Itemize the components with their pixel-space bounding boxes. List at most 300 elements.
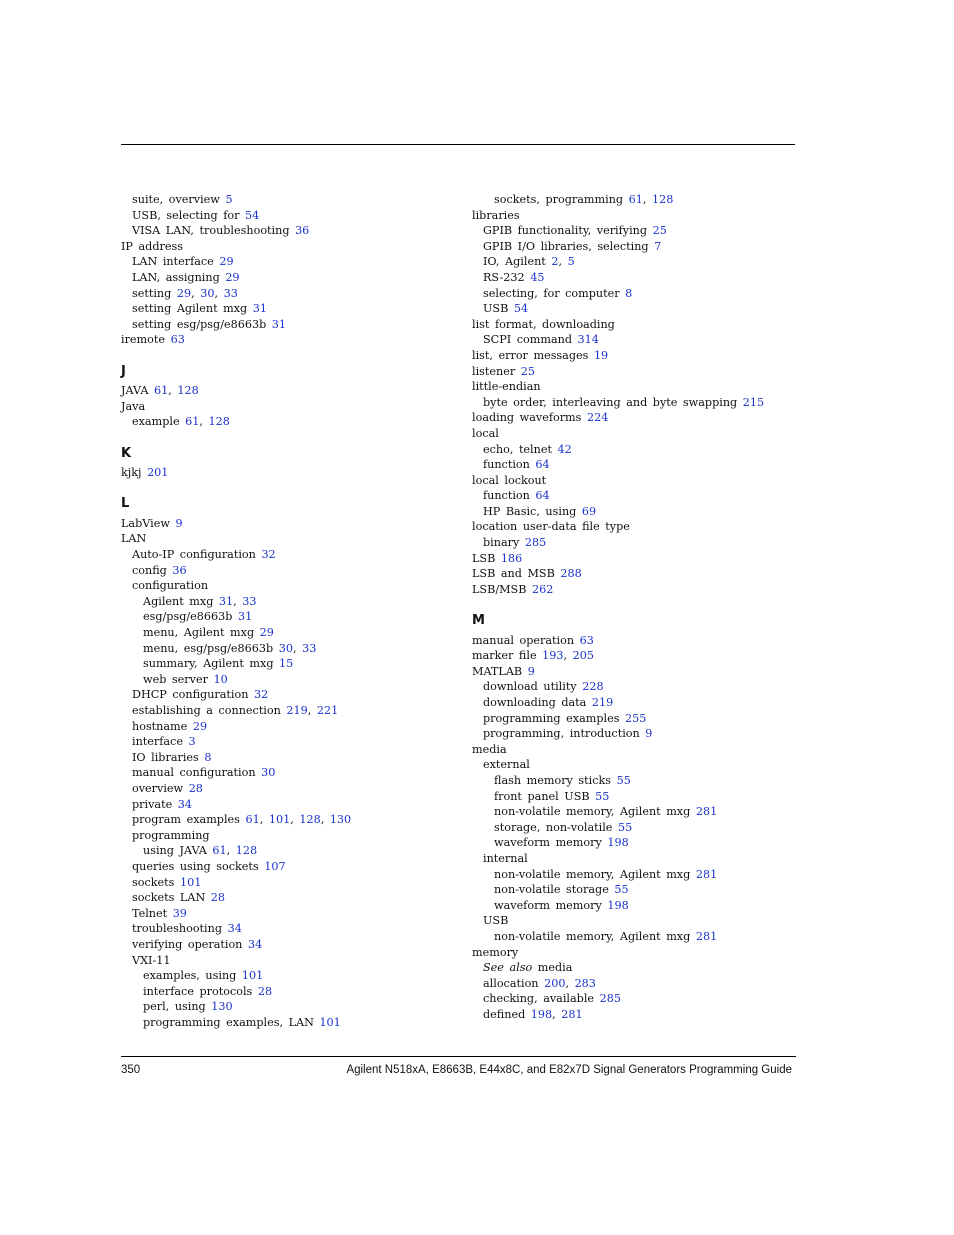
page-link[interactable]: 25 bbox=[520, 364, 536, 378]
index-term: echo, telnet bbox=[483, 442, 552, 456]
index-term: verifying operation bbox=[132, 937, 243, 951]
index-entry: JAVA 61, 128 bbox=[121, 384, 199, 398]
page-link[interactable]: 61 bbox=[185, 415, 200, 429]
index-entry bbox=[121, 734, 456, 750]
index-term: function bbox=[483, 458, 530, 472]
page-link[interactable]: 128 bbox=[299, 813, 321, 827]
page-link[interactable]: 130 bbox=[329, 813, 352, 827]
section-gap bbox=[121, 348, 456, 364]
index-term: LAN, assigning bbox=[132, 270, 220, 284]
index-term: function bbox=[483, 489, 530, 503]
index-term: sockets LAN bbox=[132, 891, 206, 905]
index-entry bbox=[472, 867, 792, 883]
index-term: VISA LAN, troubleshooting bbox=[132, 224, 290, 238]
index-entry bbox=[472, 851, 792, 867]
index-term: libraries bbox=[472, 208, 520, 222]
index-term: flash memory sticks bbox=[494, 773, 612, 787]
index-entry bbox=[121, 687, 456, 703]
index-term: menu, esg/psg/e8663b bbox=[143, 641, 274, 655]
page-link[interactable]: 224 bbox=[586, 411, 609, 425]
index-entry bbox=[121, 192, 456, 208]
index-term: suite, overview bbox=[132, 193, 220, 206]
document-title: Agilent N518xA, E8663B, E44x8C, and E82x7D Signal Generators Programming Guide bbox=[346, 1064, 792, 1076]
page-link[interactable]: 9 bbox=[175, 516, 183, 530]
index-entry bbox=[121, 563, 456, 579]
page-link[interactable]: 198 bbox=[607, 836, 629, 850]
index-entry: IO, Agilent 2, 5 bbox=[483, 255, 575, 269]
page-link[interactable]: 69 bbox=[581, 504, 597, 518]
page-link[interactable]: 314 bbox=[577, 333, 599, 347]
index-entry bbox=[472, 270, 792, 286]
page-link[interactable]: 9 bbox=[527, 664, 535, 678]
index-entry bbox=[472, 473, 792, 489]
page-link[interactable]: 288 bbox=[560, 567, 582, 581]
index-entry bbox=[121, 672, 456, 688]
index-term: USB bbox=[483, 302, 509, 316]
index-term: interface protocols bbox=[143, 984, 253, 998]
index-term: hostname bbox=[132, 719, 188, 733]
index-entry: example 61, 128 bbox=[132, 415, 230, 429]
index-term: DHCP configuration bbox=[132, 688, 249, 702]
index-entry bbox=[472, 945, 792, 961]
index-term: loading waveforms bbox=[472, 411, 582, 425]
index-entry bbox=[121, 828, 456, 844]
index-term: sockets bbox=[132, 875, 175, 889]
index-entry bbox=[472, 442, 792, 458]
page-link[interactable]: 25 bbox=[652, 224, 667, 238]
index-entry bbox=[472, 395, 792, 411]
section-gap bbox=[121, 430, 456, 446]
index-term: allocation bbox=[483, 976, 539, 990]
index-term: overview bbox=[132, 781, 184, 795]
index-letter-heading: K bbox=[121, 445, 132, 461]
index-term: media bbox=[537, 961, 573, 975]
index-entry bbox=[121, 625, 456, 641]
index-entry bbox=[472, 332, 792, 348]
page-link[interactable]: 5 bbox=[225, 193, 233, 206]
index-entry bbox=[472, 742, 792, 758]
index-term: examples, using bbox=[143, 969, 237, 983]
page-link[interactable]: 285 bbox=[599, 992, 621, 1006]
index-term: local bbox=[472, 426, 499, 440]
index-term: using JAVA bbox=[143, 844, 207, 858]
page-link[interactable]: 281 bbox=[695, 867, 718, 881]
index-term: media bbox=[472, 742, 507, 756]
index-entry bbox=[121, 937, 456, 953]
page-link[interactable]: 33 bbox=[242, 594, 257, 608]
index-entry bbox=[472, 960, 792, 976]
index-entry bbox=[472, 519, 792, 535]
index-term: LabView bbox=[121, 516, 170, 530]
page-link[interactable]: 186 bbox=[500, 551, 523, 565]
index-entry bbox=[472, 804, 792, 820]
index-term: programming, introduction bbox=[483, 727, 640, 741]
page-link[interactable]: 128 bbox=[177, 384, 199, 398]
index-entry bbox=[472, 504, 792, 520]
page-link[interactable]: 262 bbox=[532, 582, 554, 596]
index-entry bbox=[121, 921, 456, 937]
page-link[interactable]: 10 bbox=[213, 672, 228, 686]
page-link[interactable]: 128 bbox=[652, 193, 674, 206]
see-also-label: See also bbox=[483, 961, 533, 975]
index-term: non-volatile memory, Agilent mxg bbox=[494, 867, 691, 881]
page-link[interactable]: 55 bbox=[595, 789, 610, 803]
index-term: byte order, interleaving and byte swapping bbox=[483, 395, 738, 409]
page-link[interactable]: 5 bbox=[567, 255, 575, 269]
index-entry bbox=[121, 399, 456, 415]
index-term: interface bbox=[132, 735, 183, 749]
page-link[interactable]: 31 bbox=[271, 317, 287, 331]
index-term: esg/psg/e8663b bbox=[143, 610, 233, 624]
page-link[interactable]: 63 bbox=[579, 633, 594, 647]
index-entry bbox=[121, 999, 456, 1015]
index-term: programming examples bbox=[483, 711, 620, 725]
index-entry bbox=[121, 301, 456, 317]
index-term: HP Basic, using bbox=[483, 504, 577, 518]
page-link[interactable]: 61 bbox=[212, 844, 227, 858]
index-term: defined bbox=[483, 1007, 526, 1021]
page-link[interactable]: 28 bbox=[257, 984, 273, 998]
index-entry bbox=[121, 797, 456, 813]
index-term: programming bbox=[132, 828, 210, 842]
index-term: summary, Agilent mxg bbox=[143, 657, 274, 671]
page-link[interactable]: 34 bbox=[177, 797, 193, 811]
index-term: RS-232 bbox=[483, 270, 525, 284]
page-link[interactable]: 29 bbox=[225, 270, 240, 284]
index-term: perl, using bbox=[143, 1000, 206, 1014]
page-link[interactable]: 28 bbox=[188, 781, 203, 795]
page-link[interactable]: 281 bbox=[695, 805, 718, 819]
page-link[interactable]: 30 bbox=[278, 641, 293, 655]
index-entry bbox=[121, 750, 456, 766]
page-link[interactable]: 61 bbox=[245, 813, 260, 827]
index-entry bbox=[121, 859, 456, 875]
index-entry bbox=[121, 953, 456, 969]
index-entry bbox=[121, 578, 456, 594]
index-entry bbox=[121, 875, 456, 891]
page-link[interactable]: 281 bbox=[561, 1007, 583, 1021]
index-term: front panel USB bbox=[494, 789, 590, 803]
index-entry bbox=[472, 882, 792, 898]
index-term: MATLAB bbox=[472, 664, 523, 678]
index-term: location user-data file type bbox=[472, 520, 630, 534]
index-entry bbox=[472, 633, 792, 649]
index-term: non-volatile memory, Agilent mxg bbox=[494, 929, 691, 943]
page-link[interactable]: 29 bbox=[259, 626, 274, 640]
index-term: list, error messages bbox=[472, 348, 589, 362]
page-link[interactable]: 283 bbox=[574, 976, 596, 990]
index-entry: defined 198, 281 bbox=[483, 1007, 583, 1021]
index-entry: setting 29, 30, 33 bbox=[132, 286, 238, 300]
page-link[interactable]: 198 bbox=[607, 898, 629, 912]
page-link[interactable]: 32 bbox=[254, 688, 269, 702]
index-term: establishing a connection bbox=[132, 704, 281, 717]
index-term: SCPI command bbox=[483, 333, 572, 347]
page-link[interactable]: 29 bbox=[192, 719, 208, 733]
index-entry bbox=[121, 239, 456, 255]
index-term: JAVA bbox=[121, 384, 149, 398]
index-entry bbox=[472, 488, 792, 504]
index-entry bbox=[472, 898, 792, 914]
index-entry: establishing a connection 219, 221 bbox=[132, 704, 339, 717]
index-term: IO libraries bbox=[132, 750, 199, 764]
index-term: menu, Agilent mxg bbox=[143, 626, 255, 640]
index-letter-heading: L bbox=[121, 496, 130, 512]
index-term: selecting, for computer bbox=[483, 286, 620, 300]
index-column-left bbox=[121, 192, 456, 1030]
index-term: troubleshooting bbox=[132, 922, 223, 936]
index-entry bbox=[472, 566, 792, 582]
index-term: listener bbox=[472, 364, 516, 378]
index-entry bbox=[472, 364, 792, 380]
page-link[interactable]: 198 bbox=[530, 1007, 553, 1021]
index-entry bbox=[121, 906, 456, 922]
page-link[interactable]: 9 bbox=[645, 727, 653, 741]
index-entry bbox=[121, 781, 456, 797]
index-term: storage, non-volatile bbox=[494, 820, 613, 834]
index-entry bbox=[472, 379, 792, 395]
index-entry bbox=[472, 913, 792, 929]
index-term: IP address bbox=[121, 239, 183, 253]
page-link[interactable]: 255 bbox=[625, 711, 647, 725]
page-link[interactable]: 31 bbox=[218, 594, 234, 608]
page-link[interactable]: 54 bbox=[513, 302, 529, 316]
page-link[interactable]: 2 bbox=[551, 255, 559, 269]
index-term: LSB/MSB bbox=[472, 582, 527, 596]
page-link[interactable]: 215 bbox=[742, 395, 765, 409]
page-link[interactable]: 39 bbox=[172, 906, 187, 920]
page-link[interactable]: 33 bbox=[302, 641, 317, 655]
index-entry bbox=[472, 726, 792, 742]
page-link[interactable]: 221 bbox=[316, 704, 339, 717]
index-entry: using JAVA 61, 128 bbox=[143, 844, 258, 858]
index-entry bbox=[472, 929, 792, 945]
page-link[interactable]: 34 bbox=[247, 937, 263, 951]
index-entry: menu, esg/psg/e8663b 30, 33 bbox=[143, 641, 317, 655]
page-link[interactable]: 3 bbox=[188, 735, 196, 749]
index-term: queries using sockets bbox=[132, 859, 259, 873]
index-term: program examples bbox=[132, 813, 240, 827]
page-link[interactable]: 61 bbox=[628, 193, 643, 206]
index-entry bbox=[472, 582, 792, 598]
index-entry bbox=[121, 609, 456, 625]
page-link[interactable]: 107 bbox=[264, 859, 286, 873]
index-column-right bbox=[472, 192, 792, 1022]
index-term: USB, selecting for bbox=[132, 208, 240, 222]
index-entry bbox=[472, 286, 792, 302]
page-link[interactable]: 64 bbox=[535, 489, 550, 503]
page-number: 350 bbox=[121, 1064, 141, 1076]
page-link[interactable]: 8 bbox=[204, 750, 212, 764]
index-entry bbox=[472, 773, 792, 789]
index-entry bbox=[121, 223, 456, 239]
index-entry bbox=[121, 547, 456, 563]
index-term: USB bbox=[483, 914, 509, 928]
page-link[interactable]: 101 bbox=[319, 1015, 341, 1029]
index-term: setting esg/psg/e8663b bbox=[132, 317, 267, 331]
index-entry bbox=[472, 757, 792, 773]
page-link[interactable]: 33 bbox=[223, 286, 238, 300]
page-link[interactable]: 201 bbox=[147, 466, 169, 480]
index-term: programming examples, LAN bbox=[143, 1015, 314, 1029]
page-link[interactable]: 30 bbox=[200, 286, 215, 300]
index-term: manual configuration bbox=[132, 766, 256, 780]
index-entry: Agilent mxg 31, 33 bbox=[143, 594, 257, 608]
page-link[interactable]: 55 bbox=[617, 820, 633, 834]
page-link[interactable]: 63 bbox=[170, 333, 185, 347]
index-entry: marker file 193, 205 bbox=[472, 649, 594, 663]
index-entry bbox=[472, 535, 792, 551]
index-entry bbox=[472, 317, 792, 333]
section-gap bbox=[121, 481, 456, 497]
index-term: setting bbox=[132, 286, 172, 300]
index-term: config bbox=[132, 563, 167, 577]
index-term: Auto-IP configuration bbox=[132, 548, 256, 562]
index-term: configuration bbox=[132, 579, 209, 593]
index-entry bbox=[472, 789, 792, 805]
index-term: little-endian bbox=[472, 380, 541, 394]
index-term: LAN interface bbox=[132, 255, 214, 269]
page-link[interactable]: 29 bbox=[219, 255, 234, 269]
index-term: LSB and MSB bbox=[472, 567, 555, 581]
page-link[interactable]: 15 bbox=[279, 657, 294, 671]
page-link[interactable]: 128 bbox=[208, 415, 230, 429]
index-term: LSB bbox=[472, 551, 496, 565]
footer-rule bbox=[121, 1056, 796, 1057]
page-link[interactable]: 193 bbox=[542, 649, 564, 663]
index-entry bbox=[121, 516, 456, 532]
index-letter-heading: J bbox=[121, 363, 126, 379]
section-gap bbox=[472, 597, 792, 613]
index-entry bbox=[121, 1015, 456, 1031]
index-term: list format, downloading bbox=[472, 317, 615, 331]
index-entry bbox=[472, 711, 792, 727]
index-entry bbox=[472, 820, 792, 836]
index-term: IO, Agilent bbox=[483, 255, 546, 269]
page-link[interactable]: 34 bbox=[227, 922, 242, 936]
index-entry: sockets, programming 61, 128 bbox=[494, 193, 674, 206]
index-entry bbox=[472, 551, 792, 567]
page-link[interactable]: 219 bbox=[591, 696, 614, 709]
page-link[interactable]: 101 bbox=[241, 969, 264, 983]
index-entry bbox=[472, 208, 792, 224]
index-entry bbox=[472, 410, 792, 426]
index-entry bbox=[472, 239, 792, 255]
index-term: download utility bbox=[483, 680, 577, 694]
page-link[interactable]: 36 bbox=[295, 224, 310, 238]
page-link[interactable]: 200 bbox=[544, 976, 566, 990]
index-entry bbox=[121, 270, 456, 286]
index-term: external bbox=[483, 758, 530, 772]
page-link[interactable]: 205 bbox=[572, 649, 594, 663]
index-entry bbox=[121, 765, 456, 781]
index-term: VXI-11 bbox=[132, 953, 171, 967]
index-term: non-volatile memory, Agilent mxg bbox=[494, 805, 691, 819]
index-entry bbox=[472, 695, 792, 711]
index-entry bbox=[472, 348, 792, 364]
index-term: non-volatile storage bbox=[494, 883, 609, 897]
index-term: iremote bbox=[121, 333, 166, 347]
index-term: web server bbox=[143, 672, 208, 686]
index-entry bbox=[121, 531, 456, 547]
page-link[interactable]: 36 bbox=[172, 563, 187, 577]
index-term: private bbox=[132, 797, 173, 811]
index-term: waveform memory bbox=[494, 836, 602, 850]
index-entry bbox=[121, 890, 456, 906]
index-entry bbox=[472, 223, 792, 239]
index-entry bbox=[121, 317, 456, 333]
page-link[interactable]: 42 bbox=[557, 442, 572, 456]
page-link[interactable]: 54 bbox=[245, 208, 260, 222]
page-link[interactable]: 30 bbox=[261, 766, 276, 780]
index-term: downloading data bbox=[483, 696, 587, 709]
page-link[interactable]: 130 bbox=[211, 1000, 233, 1014]
index-term: sockets, programming bbox=[494, 193, 624, 206]
index-term: binary bbox=[483, 536, 520, 550]
index-entry bbox=[472, 679, 792, 695]
page-link[interactable]: 281 bbox=[695, 929, 718, 943]
index-term: GPIB functionality, verifying bbox=[483, 224, 648, 238]
page-link[interactable]: 45 bbox=[530, 270, 545, 284]
index-term: manual operation bbox=[472, 633, 575, 647]
page-link[interactable]: 32 bbox=[261, 548, 276, 562]
index-entry bbox=[121, 656, 456, 672]
index-term: kjkj bbox=[121, 466, 142, 480]
page-link[interactable]: 285 bbox=[524, 536, 547, 550]
page-link[interactable]: 101 bbox=[179, 875, 202, 889]
page-link[interactable]: 29 bbox=[176, 286, 192, 300]
index-term: internal bbox=[483, 851, 528, 865]
page-link[interactable]: 31 bbox=[252, 302, 268, 316]
index-term: waveform memory bbox=[494, 898, 602, 912]
page-link[interactable]: 28 bbox=[210, 891, 226, 905]
page-link[interactable]: 19 bbox=[593, 348, 609, 362]
index-entry: allocation 200, 283 bbox=[483, 976, 596, 990]
index-term: example bbox=[132, 415, 180, 429]
page-link[interactable]: 228 bbox=[582, 680, 604, 694]
page-link[interactable]: 61 bbox=[153, 384, 169, 398]
index-entry bbox=[121, 254, 456, 270]
index-entry bbox=[472, 457, 792, 473]
index-term: LAN bbox=[121, 532, 147, 546]
page-link[interactable]: 7 bbox=[654, 239, 662, 253]
index-entry bbox=[472, 301, 792, 317]
page-link[interactable]: 219 bbox=[286, 704, 308, 717]
index-term: setting Agilent mxg bbox=[132, 302, 248, 316]
index-entry bbox=[472, 835, 792, 851]
page-link[interactable]: 55 bbox=[614, 883, 629, 897]
index-entry bbox=[472, 991, 792, 1007]
index-letter-heading: M bbox=[472, 613, 485, 629]
page-link[interactable]: 55 bbox=[616, 773, 631, 787]
index-entry bbox=[472, 426, 792, 442]
index-entry bbox=[121, 465, 456, 481]
index-term: Telnet bbox=[132, 906, 168, 920]
index-term: GPIB I/O libraries, selecting bbox=[483, 239, 649, 253]
index-entry bbox=[121, 208, 456, 224]
index-entry bbox=[121, 332, 456, 348]
page-link[interactable]: 101 bbox=[268, 813, 291, 827]
page-link[interactable]: 8 bbox=[625, 286, 633, 300]
page-link[interactable]: 64 bbox=[535, 458, 550, 472]
page-link[interactable]: 31 bbox=[237, 610, 253, 624]
page-link[interactable]: 128 bbox=[235, 844, 258, 858]
index-entry bbox=[121, 968, 456, 984]
index-entry bbox=[121, 984, 456, 1000]
index-entry bbox=[121, 719, 456, 735]
index-entry: program examples 61, 101, 128, 130 bbox=[132, 813, 352, 827]
index-term: Java bbox=[121, 399, 146, 413]
